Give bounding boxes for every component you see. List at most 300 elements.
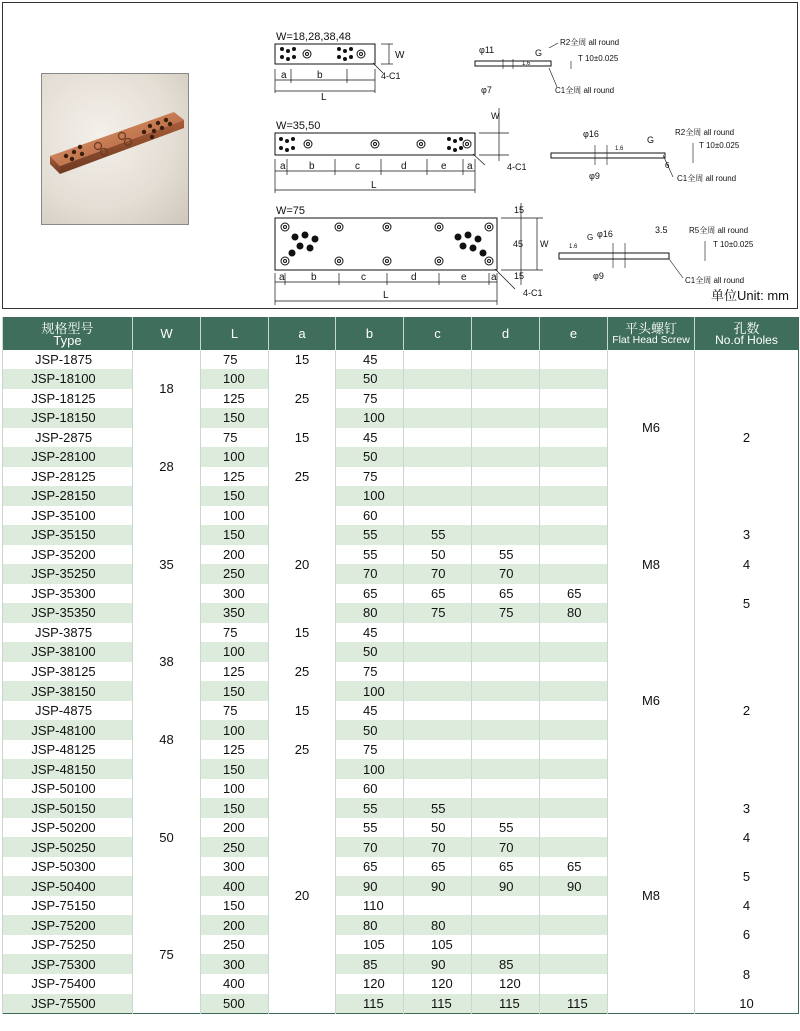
phi7-label: φ7 <box>481 85 492 95</box>
cell-holes: 5 <box>695 857 799 896</box>
cell-c <box>404 486 472 506</box>
cell-l: 75 <box>201 350 269 370</box>
v16-label-2: 1.6 <box>615 146 624 152</box>
cell-c: 90 <box>404 876 472 896</box>
g-label-1: G <box>535 48 543 58</box>
cell-type: JSP-50250 <box>3 837 133 857</box>
header-w: W <box>133 318 201 350</box>
header-l: L <box>201 318 269 350</box>
cell-b: 75 <box>336 467 404 487</box>
cell-d: 75 <box>472 603 540 623</box>
cell-l: 75 <box>201 701 269 721</box>
cell-e <box>540 740 608 760</box>
cell-c <box>404 623 472 643</box>
cell-w: 38 <box>133 623 201 701</box>
cell-b: 120 <box>336 974 404 994</box>
cell-b: 80 <box>336 915 404 935</box>
cell-e <box>540 974 608 994</box>
cell-w: 35 <box>133 506 201 623</box>
cell-b: 80 <box>336 603 404 623</box>
cell-e <box>540 564 608 584</box>
cell-d <box>472 428 540 448</box>
cell-l: 100 <box>201 779 269 799</box>
cell-w: 75 <box>133 896 201 1014</box>
cell-e <box>540 642 608 662</box>
cell-type: JSP-75150 <box>3 896 133 916</box>
phi16-label-1: φ16 <box>583 129 599 139</box>
cell-type: JSP-18100 <box>3 369 133 389</box>
cell-d <box>472 798 540 818</box>
unit-label: 单位Unit: mm <box>710 288 789 303</box>
v16-label-1: 1.6 <box>522 61 531 67</box>
cell-l: 300 <box>201 954 269 974</box>
cell-b: 100 <box>336 486 404 506</box>
wear-plate-image <box>42 74 189 225</box>
dim-d-2: d <box>401 161 407 172</box>
cell-a: 25 <box>269 369 336 428</box>
cell-type: JSP-28125 <box>3 467 133 487</box>
cell-c <box>404 506 472 526</box>
cell-type: JSP-35200 <box>3 545 133 565</box>
cell-c: 70 <box>404 564 472 584</box>
dim-a-2b: a <box>467 161 473 172</box>
dim-a-3: a <box>279 272 285 283</box>
cell-b: 70 <box>336 564 404 584</box>
cell-c: 90 <box>404 954 472 974</box>
table-row <box>3 623 799 643</box>
cell-l: 250 <box>201 935 269 955</box>
cell-c <box>404 467 472 487</box>
dim-a-2: a <box>280 161 286 172</box>
cell-type: JSP-50150 <box>3 798 133 818</box>
cell-b: 75 <box>336 389 404 409</box>
cell-e <box>540 779 608 799</box>
cell-d: 55 <box>472 545 540 565</box>
cell-b: 50 <box>336 720 404 740</box>
cell-d: 70 <box>472 837 540 857</box>
cell-e <box>540 759 608 779</box>
cell-holes: 4 <box>695 896 799 916</box>
cell-b: 55 <box>336 818 404 838</box>
v6-label-2: 6 <box>665 161 670 170</box>
cell-c <box>404 642 472 662</box>
cell-d: 85 <box>472 954 540 974</box>
cell-c <box>404 779 472 799</box>
cell-e <box>540 837 608 857</box>
cell-l: 500 <box>201 994 269 1014</box>
cell-d <box>472 389 540 409</box>
cell-w: 48 <box>133 701 201 779</box>
cell-c <box>404 720 472 740</box>
phi9-label-2: φ9 <box>593 271 604 281</box>
drawing-w18-48 <box>275 31 619 103</box>
v16-label-3: 1.6 <box>569 244 578 250</box>
cell-type: JSP-28150 <box>3 486 133 506</box>
cell-type: JSP-48100 <box>3 720 133 740</box>
cell-holes: 2 <box>695 350 799 526</box>
header-holes-cn: 孔数 <box>733 320 760 336</box>
cell-d <box>472 408 540 428</box>
cell-e <box>540 447 608 467</box>
dim-a-3b: a <box>491 272 497 283</box>
cell-a: 25 <box>269 720 336 779</box>
cell-e <box>540 681 608 701</box>
cell-e <box>540 720 608 740</box>
cell-c <box>404 759 472 779</box>
t-label-2: T 10±0.025 <box>699 141 740 150</box>
header-holes-en: No.of Holes <box>715 332 778 347</box>
header-holes <box>695 318 799 350</box>
cell-b: 100 <box>336 408 404 428</box>
cell-c: 50 <box>404 545 472 565</box>
cell-d <box>472 701 540 721</box>
cell-b: 105 <box>336 935 404 955</box>
cell-c <box>404 408 472 428</box>
table-row <box>3 506 799 526</box>
cell-d: 65 <box>472 857 540 877</box>
cell-e <box>540 623 608 643</box>
header-a: a <box>269 318 336 350</box>
w-label-1: W=18,28,38,48 <box>276 31 351 43</box>
header-screw-en: Flat Head Screw <box>612 333 690 346</box>
cell-holes: 3 <box>695 525 799 545</box>
header-type-cn: 规格型号 <box>41 320 94 336</box>
cell-b: 50 <box>336 369 404 389</box>
dim-e-2: e <box>441 161 447 172</box>
dim-e-3: e <box>461 272 467 283</box>
t-label-3: T 10±0.025 <box>713 240 754 249</box>
cell-type: JSP-1875 <box>3 350 133 370</box>
header-type-en: Type <box>53 332 82 348</box>
v35-label: 3.5 <box>655 225 668 235</box>
cell-a: 15 <box>269 623 336 643</box>
product-photo <box>41 73 189 225</box>
header-e: e <box>540 318 608 350</box>
cell-d: 55 <box>472 818 540 838</box>
cell-l: 125 <box>201 662 269 682</box>
dimension-drawings <box>253 13 798 310</box>
cell-type: JSP-18150 <box>3 408 133 428</box>
cell-c: 65 <box>404 857 472 877</box>
cell-l: 150 <box>201 525 269 545</box>
cell-c: 65 <box>404 584 472 604</box>
cell-l: 200 <box>201 545 269 565</box>
cell-d <box>472 935 540 955</box>
cell-type: JSP-38100 <box>3 642 133 662</box>
c1-label-2: C1全周 all round <box>677 174 737 183</box>
dim-b-1: b <box>317 70 323 81</box>
dim-b-3: b <box>311 272 317 283</box>
phi9-label-1: φ9 <box>589 171 600 181</box>
cell-l: 300 <box>201 584 269 604</box>
cell-w: 28 <box>133 428 201 506</box>
cell-b: 65 <box>336 857 404 877</box>
r2-label-2: R2全周 all round <box>675 128 735 137</box>
cell-type: JSP-18125 <box>3 389 133 409</box>
cell-l: 150 <box>201 486 269 506</box>
cell-d <box>472 779 540 799</box>
cell-d <box>472 642 540 662</box>
cell-a: 15 <box>269 350 336 370</box>
cell-l: 250 <box>201 564 269 584</box>
cell-e <box>540 408 608 428</box>
cell-c <box>404 350 472 370</box>
cell-l: 150 <box>201 408 269 428</box>
cell-holes: 8 <box>695 954 799 993</box>
cell-type: JSP-3875 <box>3 623 133 643</box>
cell-type: JSP-75200 <box>3 915 133 935</box>
cell-e <box>540 662 608 682</box>
cell-l: 75 <box>201 428 269 448</box>
cell-c: 70 <box>404 837 472 857</box>
cell-screw: M6 <box>608 350 695 506</box>
cell-e <box>540 525 608 545</box>
cell-screw: M6 <box>608 623 695 779</box>
cell-e <box>540 818 608 838</box>
cell-holes: 6 <box>695 915 799 954</box>
cell-l: 300 <box>201 857 269 877</box>
table-header-row <box>3 318 799 350</box>
phi16-label-2: φ16 <box>597 229 613 239</box>
cell-l: 125 <box>201 467 269 487</box>
cell-c <box>404 447 472 467</box>
cell-e <box>540 389 608 409</box>
cell-type: JSP-50300 <box>3 857 133 877</box>
cell-b: 50 <box>336 447 404 467</box>
cell-screw: M8 <box>608 506 695 623</box>
header-c: c <box>404 318 472 350</box>
cell-l: 150 <box>201 798 269 818</box>
cell-c <box>404 428 472 448</box>
cell-a: 25 <box>269 447 336 506</box>
cell-d <box>472 681 540 701</box>
cell-e: 115 <box>540 994 608 1014</box>
cell-l: 200 <box>201 915 269 935</box>
cell-d <box>472 467 540 487</box>
cell-type: JSP-75250 <box>3 935 133 955</box>
cell-e <box>540 915 608 935</box>
cell-e <box>540 545 608 565</box>
cell-l: 100 <box>201 642 269 662</box>
cell-type: JSP-35150 <box>3 525 133 545</box>
cell-l: 150 <box>201 759 269 779</box>
cell-l: 75 <box>201 623 269 643</box>
header-b: b <box>336 318 404 350</box>
cell-c: 55 <box>404 798 472 818</box>
cell-b: 75 <box>336 740 404 760</box>
cell-type: JSP-48150 <box>3 759 133 779</box>
cell-b: 45 <box>336 350 404 370</box>
cell-type: JSP-75400 <box>3 974 133 994</box>
cell-d: 120 <box>472 974 540 994</box>
cell-d <box>472 623 540 643</box>
cell-c: 80 <box>404 915 472 935</box>
cell-b: 55 <box>336 545 404 565</box>
cell-l: 150 <box>201 681 269 701</box>
cell-b: 100 <box>336 759 404 779</box>
dim-W-2: W <box>491 111 500 121</box>
dim-a-1: a <box>281 70 287 81</box>
cell-l: 200 <box>201 818 269 838</box>
cell-w: 18 <box>133 350 201 428</box>
header-d: d <box>472 318 540 350</box>
cell-e <box>540 486 608 506</box>
cell-type: JSP-50400 <box>3 876 133 896</box>
cell-holes: 3 <box>695 798 799 818</box>
cell-type: JSP-50200 <box>3 818 133 838</box>
t-label-1: T 10±0.025 <box>578 54 619 63</box>
dim-L-3: L <box>383 290 389 301</box>
cell-l: 250 <box>201 837 269 857</box>
cell-l: 125 <box>201 740 269 760</box>
cell-d <box>472 896 540 916</box>
r5-label: R5全周 all round <box>689 226 749 235</box>
cell-l: 100 <box>201 447 269 467</box>
cell-l: 100 <box>201 369 269 389</box>
cell-type: JSP-75300 <box>3 954 133 974</box>
chamfer-1: 4-C1 <box>381 71 401 81</box>
r2-label-1: R2全周 all round <box>560 38 620 47</box>
cell-l: 350 <box>201 603 269 623</box>
drawing-w75 <box>275 203 754 305</box>
cell-b: 50 <box>336 642 404 662</box>
cell-b: 70 <box>336 837 404 857</box>
cell-e: 65 <box>540 584 608 604</box>
cell-b: 100 <box>336 681 404 701</box>
cell-d: 70 <box>472 564 540 584</box>
cell-d: 90 <box>472 876 540 896</box>
cell-type: JSP-50100 <box>3 779 133 799</box>
cell-e <box>540 428 608 448</box>
cell-holes: 5 <box>695 584 799 623</box>
cell-c <box>404 662 472 682</box>
cell-b: 60 <box>336 779 404 799</box>
cell-e <box>540 467 608 487</box>
cell-d <box>472 486 540 506</box>
cell-d <box>472 915 540 935</box>
cell-type: JSP-75500 <box>3 994 133 1014</box>
cell-b: 90 <box>336 876 404 896</box>
cell-d <box>472 740 540 760</box>
drawing-w35-50 <box>275 108 740 193</box>
cell-b: 65 <box>336 584 404 604</box>
cell-type: JSP-28100 <box>3 447 133 467</box>
cell-c: 105 <box>404 935 472 955</box>
chamfer-2: 4-C1 <box>507 162 527 172</box>
cell-l: 150 <box>201 896 269 916</box>
dim-c-3: c <box>361 272 366 283</box>
g-label-3: G <box>587 233 594 242</box>
cell-l: 400 <box>201 876 269 896</box>
cell-type: JSP-35350 <box>3 603 133 623</box>
cell-e <box>540 701 608 721</box>
table-row <box>3 779 799 799</box>
c1-label-3: C1全周 all round <box>685 276 745 285</box>
cell-b: 85 <box>336 954 404 974</box>
cell-a: 15 <box>269 701 336 721</box>
cell-d <box>472 662 540 682</box>
cell-b: 110 <box>336 896 404 916</box>
cell-a: 20 <box>269 779 336 1014</box>
cell-d <box>472 759 540 779</box>
cell-b: 55 <box>336 525 404 545</box>
cell-a: 25 <box>269 642 336 701</box>
cell-d <box>472 525 540 545</box>
table-body <box>3 350 799 1014</box>
cell-e: 65 <box>540 857 608 877</box>
cell-c <box>404 389 472 409</box>
dim-L-2: L <box>371 180 377 191</box>
cell-c: 120 <box>404 974 472 994</box>
cell-e: 90 <box>540 876 608 896</box>
cell-c: 55 <box>404 525 472 545</box>
cell-d <box>472 720 540 740</box>
cell-e: 80 <box>540 603 608 623</box>
c1-label-1: C1全周 all round <box>555 86 615 95</box>
cell-holes: 4 <box>695 818 799 857</box>
dim-d-3: d <box>411 272 417 283</box>
cell-c <box>404 740 472 760</box>
cell-l: 125 <box>201 389 269 409</box>
cell-d <box>472 447 540 467</box>
cell-b: 75 <box>336 662 404 682</box>
cell-type: JSP-35250 <box>3 564 133 584</box>
cell-b: 45 <box>336 701 404 721</box>
phi11-label: φ11 <box>479 45 495 55</box>
cell-c <box>404 369 472 389</box>
cell-b: 45 <box>336 428 404 448</box>
cell-holes: 2 <box>695 623 799 799</box>
cell-c <box>404 681 472 701</box>
dim-45: 45 <box>513 239 524 249</box>
cell-e <box>540 506 608 526</box>
cell-l: 400 <box>201 974 269 994</box>
dim-L-1: L <box>321 92 327 103</box>
cell-c: 75 <box>404 603 472 623</box>
cell-screw: M8 <box>608 779 695 1014</box>
w-label-2: W=35,50 <box>276 120 321 132</box>
cell-d <box>472 350 540 370</box>
cell-d <box>472 506 540 526</box>
cell-c: 115 <box>404 994 472 1014</box>
cell-l: 100 <box>201 720 269 740</box>
cell-c: 50 <box>404 818 472 838</box>
header-screw-cn: 平头螺钉 <box>624 320 677 336</box>
cell-type: JSP-48125 <box>3 740 133 760</box>
cell-type: JSP-35300 <box>3 584 133 604</box>
cell-c <box>404 896 472 916</box>
cell-type: JSP-4875 <box>3 701 133 721</box>
cell-b: 115 <box>336 994 404 1014</box>
cell-d: 115 <box>472 994 540 1014</box>
dim-W-3: W <box>540 239 549 249</box>
header-type <box>3 318 133 350</box>
cell-holes: 4 <box>695 545 799 584</box>
cell-d: 65 <box>472 584 540 604</box>
technical-drawing-panel <box>2 2 798 309</box>
cell-e <box>540 935 608 955</box>
w-label-3: W=75 <box>276 205 306 217</box>
cell-d <box>472 369 540 389</box>
table-row <box>3 350 799 370</box>
cell-holes: 10 <box>695 994 799 1014</box>
chamfer-3: 4-C1 <box>523 288 543 298</box>
cell-e <box>540 896 608 916</box>
cell-e <box>540 350 608 370</box>
dim-15-bottom: 15 <box>514 271 525 281</box>
cell-b: 55 <box>336 798 404 818</box>
dim-b-2: b <box>309 161 315 172</box>
